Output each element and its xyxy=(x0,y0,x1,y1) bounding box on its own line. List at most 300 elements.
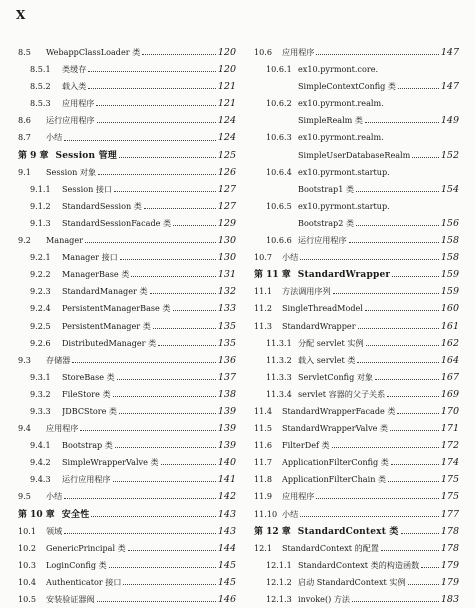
toc-entry xyxy=(254,437,459,454)
toc-entry xyxy=(18,215,236,232)
toc-entry-page: 179 xyxy=(440,576,459,588)
toc-entry-title: 小结 xyxy=(46,132,63,143)
toc-entry-number: 8.7 xyxy=(18,132,31,143)
toc-entry-number: 9.3 xyxy=(18,354,31,365)
toc-entry-number: 10.6 xyxy=(254,47,273,57)
toc-entry-number: 11.3.1 xyxy=(266,337,292,348)
toc-entry xyxy=(18,232,236,249)
toc-entry-number: 8.6 xyxy=(18,115,31,126)
toc-entry-number: 11.2 xyxy=(254,303,273,314)
toc-entry-page: 154 xyxy=(440,183,459,195)
toc-entry-title: 分配 servlet 实例 xyxy=(298,337,364,348)
toc-leader-dots xyxy=(150,287,216,294)
toc-entry-page: 139 xyxy=(217,405,236,417)
toc-leader-dots xyxy=(356,185,439,192)
toc-entry-page: 167 xyxy=(440,371,459,383)
toc-entry-page: 135 xyxy=(217,320,236,332)
toc-entry xyxy=(254,335,459,352)
toc-entry-number: 12.1.2 xyxy=(266,576,292,587)
toc-entry-title: ex10.pyrmont.startup. xyxy=(298,166,390,177)
toc-entry-number: 10.6.2 xyxy=(266,98,292,109)
toc-leader-dots xyxy=(119,407,216,414)
toc-entry-title: 运行应用程序 xyxy=(62,474,111,485)
toc-entry-page: 159 xyxy=(440,269,459,281)
toc-entry-title: JDBCStore 类 xyxy=(62,405,118,416)
toc-entry-title: ManagerBase 类 xyxy=(62,269,130,280)
toc-entry xyxy=(254,488,459,505)
toc-entry-number: 10.6.1 xyxy=(266,64,292,75)
toc-entry-number: 8.5 xyxy=(18,47,31,57)
toc-leader-dots xyxy=(88,82,216,89)
toc-entry-page: 140 xyxy=(217,457,236,469)
toc-leader-dots xyxy=(128,544,216,551)
toc-entry xyxy=(18,369,236,386)
toc-leader-dots xyxy=(358,322,439,329)
toc-entry xyxy=(18,591,236,608)
toc-leader-dots xyxy=(392,270,439,277)
toc-entry xyxy=(254,283,459,300)
toc-entry-number: 9.4.2 xyxy=(30,457,51,468)
toc-entry xyxy=(254,61,459,78)
toc-entry xyxy=(18,352,236,369)
toc-entry-title: invoke() 方法 xyxy=(298,594,351,604)
toc-leader-dots xyxy=(119,151,216,158)
toc-leader-dots xyxy=(96,99,215,106)
toc-entry-title: SimpleWrapperValve 类 xyxy=(62,457,159,468)
toc-entry-title: DistributedManager 类 xyxy=(62,337,157,348)
toc-entry-title: Bootstrap1 类 xyxy=(298,183,355,194)
toc-entry-title: StandardContext 类的构造函数 xyxy=(298,559,420,570)
toc-entry-number: 9.1.1 xyxy=(30,183,51,194)
toc-leader-dots xyxy=(366,339,439,346)
toc-entry-page: 136 xyxy=(217,354,236,366)
toc-leader-dots xyxy=(421,561,439,568)
toc-entry-number: 9.1.3 xyxy=(30,217,51,228)
toc-entry-page: 169 xyxy=(440,388,459,400)
toc-entry-number: 9.1.2 xyxy=(30,200,51,211)
toc-entry-title: Authenticator 接口 xyxy=(46,576,122,587)
toc-entry-number: 9.4 xyxy=(18,423,31,434)
toc-entry-title: 安装验证器阀 xyxy=(46,594,95,604)
toc-entry-title: ex10.pyrmont.startup. xyxy=(298,200,390,211)
toc-entry-title: Bootstrap 类 xyxy=(62,440,113,451)
toc-entry-page: 175 xyxy=(440,491,459,503)
toc-entry-page: 137 xyxy=(217,371,236,383)
toc-entry-title: SingleThreadModel xyxy=(282,303,363,314)
toc-leader-dots xyxy=(98,168,216,175)
toc-entry-page: 164 xyxy=(440,354,459,366)
toc-entry xyxy=(18,95,236,112)
toc-entry-page: 174 xyxy=(440,457,459,469)
toc-entry-title: Session 管理 xyxy=(55,150,117,161)
toc-leader-dots xyxy=(131,270,215,277)
toc-leader-dots xyxy=(85,236,216,243)
toc-column-right xyxy=(254,44,459,608)
toc-chapter-entry xyxy=(254,266,459,283)
toc-leader-dots xyxy=(173,219,216,226)
toc-entry-page: 158 xyxy=(440,252,459,264)
toc-entry-page: 178 xyxy=(440,542,459,554)
toc-entry xyxy=(18,540,236,557)
toc-entry-number: 9.5 xyxy=(18,491,31,502)
toc-entry xyxy=(18,266,236,283)
toc-entry-title: Session 接口 xyxy=(62,183,113,194)
toc-leader-dots xyxy=(97,595,216,602)
toc-entry-page: 175 xyxy=(440,474,459,486)
toc-leader-dots xyxy=(365,304,439,311)
toc-entry-number: 12.1.3 xyxy=(266,594,292,604)
toc-entry xyxy=(254,352,459,369)
toc-leader-dots xyxy=(123,578,215,585)
toc-entry xyxy=(254,506,459,523)
toc-entry-page: 146 xyxy=(217,594,236,605)
toc-entry-number: 11.9 xyxy=(254,491,273,502)
toc-entry xyxy=(18,335,236,352)
toc-entry-number: 11.8 xyxy=(254,474,273,485)
toc-entry xyxy=(254,574,459,591)
toc-leader-dots xyxy=(97,116,216,123)
toc-leader-dots xyxy=(381,544,439,551)
toc-leader-dots xyxy=(332,441,439,448)
toc-leader-dots xyxy=(356,219,439,226)
toc-entry-page: 160 xyxy=(440,303,459,315)
toc-entry-page: 135 xyxy=(217,337,236,349)
toc-entry-page: 147 xyxy=(440,47,459,58)
toc-entry xyxy=(18,471,236,488)
toc-entry-page: 149 xyxy=(440,115,459,127)
toc-entry-page: 147 xyxy=(440,81,459,93)
toc-entry xyxy=(254,147,459,164)
toc-entry-number: 10.2 xyxy=(18,542,37,553)
toc-entry-page: 178 xyxy=(440,525,459,537)
toc-entry-page: 179 xyxy=(440,559,459,571)
toc-leader-dots xyxy=(88,65,216,72)
toc-entry-title: 载入类 xyxy=(62,81,87,92)
toc-entry-title: ServletConfig 对象 xyxy=(298,371,374,382)
toc-entry-number: 9.2.4 xyxy=(30,303,51,314)
toc-entry xyxy=(254,215,459,232)
toc-leader-dots xyxy=(80,424,215,431)
toc-entry-number: 10.4 xyxy=(18,576,37,587)
toc-entry-title: Session 对象 xyxy=(46,166,97,177)
toc-leader-dots xyxy=(300,510,439,517)
toc-entry-title: StandardWrapper xyxy=(282,320,356,331)
toc-leader-dots xyxy=(64,527,216,534)
toc-entry-number: 10.5 xyxy=(18,594,37,604)
toc-chapter-entry xyxy=(18,506,236,523)
toc-leader-dots xyxy=(158,339,216,346)
toc-leader-dots xyxy=(120,253,216,260)
toc-leader-dots xyxy=(357,356,438,363)
toc-entry-number: 9.3.1 xyxy=(30,371,51,382)
page-header: X xyxy=(16,8,27,22)
toc-leader-dots xyxy=(117,373,216,380)
toc-entry xyxy=(18,403,236,420)
toc-entry-number: 9.2.1 xyxy=(30,252,51,263)
toc-entry-title: SimpleUserDatabaseRealm xyxy=(298,149,411,160)
toc-entry xyxy=(18,318,236,335)
toc-entry-number: 第 10 章 xyxy=(18,509,55,520)
toc-leader-dots xyxy=(113,475,216,482)
toc-entry-number: 11.3 xyxy=(254,320,273,331)
toc-entry xyxy=(18,488,236,505)
toc-entry-number: 10.6.5 xyxy=(266,200,292,211)
toc-leader-dots xyxy=(300,253,439,260)
toc-entry xyxy=(18,129,236,146)
toc-entry xyxy=(254,420,459,437)
toc-entry xyxy=(18,112,236,129)
toc-entry-number: 10.3 xyxy=(18,559,37,570)
toc-entry-page: 139 xyxy=(217,423,236,435)
toc-entry-number: 10.6.6 xyxy=(266,235,292,246)
toc-entry-number: 9.2 xyxy=(18,235,31,246)
toc-entry xyxy=(254,112,459,129)
toc-entry xyxy=(18,181,236,198)
toc-entry-number: 12.1 xyxy=(254,542,273,553)
toc-leader-dots xyxy=(173,304,216,311)
toc-entry-number: 9.2.3 xyxy=(30,286,51,297)
toc-entry-title: Manager 接口 xyxy=(62,252,118,263)
toc-entry-title: 运行应用程序 xyxy=(298,235,347,246)
toc-entry-page: 127 xyxy=(217,183,236,195)
toc-entry-title: SimpleContextConfig 类 xyxy=(298,81,397,92)
toc-entry-number: 11.6 xyxy=(254,440,273,451)
toc-entry xyxy=(18,386,236,403)
toc-entry-page: 126 xyxy=(217,166,236,178)
toc-entry-title: 应用程序 xyxy=(46,423,79,434)
toc-leader-dots xyxy=(91,510,215,517)
toc-entry xyxy=(254,164,459,181)
toc-entry xyxy=(254,44,459,61)
toc-entry xyxy=(18,574,236,591)
toc-entry xyxy=(254,198,459,215)
toc-leader-dots xyxy=(153,322,216,329)
toc-entry xyxy=(18,523,236,540)
toc-entry xyxy=(18,300,236,317)
toc-entry-title: StandardWrapperValve 类 xyxy=(282,423,389,434)
toc-entry xyxy=(254,181,459,198)
toc-entry xyxy=(18,164,236,181)
toc-entry-title: servlet 容器的父子关系 xyxy=(298,388,386,399)
toc-entry-number: 10.1 xyxy=(18,525,37,536)
toc-entry-page: 145 xyxy=(217,559,236,571)
toc-entry-title: StandardSessionFacade 类 xyxy=(62,217,172,228)
toc-entry-page: 130 xyxy=(217,252,236,264)
toc-entry xyxy=(254,591,459,608)
toc-entry-title: PersistentManagerBase 类 xyxy=(62,303,171,314)
toc-chapter-entry xyxy=(254,523,459,540)
toc-entry-page: 171 xyxy=(440,423,459,435)
toc-entry-number: 11.4 xyxy=(254,405,273,416)
toc-leader-dots xyxy=(352,595,439,602)
toc-entry-page: 129 xyxy=(217,217,236,229)
toc-entry xyxy=(254,540,459,557)
toc-entry xyxy=(254,403,459,420)
toc-entry-title: PersistentManager 类 xyxy=(62,320,151,331)
toc-entry-number: 8.5.3 xyxy=(30,98,51,109)
toc-entry xyxy=(18,454,236,471)
toc-entry-title: StandardWrapperFacade 类 xyxy=(282,405,396,416)
toc-entry-title: 安全性 xyxy=(61,509,90,520)
toc-entry-title: 领域 xyxy=(46,525,63,536)
toc-entry xyxy=(254,95,459,112)
toc-entry-number: 11.3.4 xyxy=(266,388,292,399)
toc-leader-dots xyxy=(316,492,438,499)
toc-entry-page: 120 xyxy=(217,64,236,76)
toc-leader-dots xyxy=(115,441,216,448)
toc-column-left xyxy=(18,44,236,608)
toc-entry-title: 运行应用程序 xyxy=(46,115,95,126)
toc-entry xyxy=(18,249,236,266)
toc-entry-page: 132 xyxy=(217,286,236,298)
toc-leader-dots xyxy=(114,185,216,192)
toc-entry-number: 11.1 xyxy=(254,286,273,297)
toc-entry-page: 158 xyxy=(440,235,459,247)
toc-entry xyxy=(18,198,236,215)
toc-entry-page: 138 xyxy=(217,388,236,400)
toc-entry-page: 121 xyxy=(217,98,236,110)
toc-entry-title: ApplicationFilterChain 类 xyxy=(282,474,387,485)
toc-entry-number: 第 11 章 xyxy=(254,270,291,281)
toc-leader-dots xyxy=(365,116,439,123)
toc-entry-title: 方法调用序列 xyxy=(282,286,331,297)
toc-leader-dots xyxy=(113,390,216,397)
toc-entry-title: StandardWrapper xyxy=(297,270,391,281)
toc-entry-title: StandardContext 的配置 xyxy=(282,542,379,553)
toc-leader-dots xyxy=(333,287,439,294)
toc-entry-title: FilterDef 类 xyxy=(282,440,330,451)
toc-entry xyxy=(254,557,459,574)
toc-entry xyxy=(254,300,459,317)
toc-entry xyxy=(18,283,236,300)
toc-entry-title: 应用程序 xyxy=(282,491,315,502)
toc-entry-number: 第 9 章 xyxy=(18,150,49,161)
toc-entry-number: 12.1.1 xyxy=(266,559,292,570)
toc-leader-dots xyxy=(64,492,216,499)
toc-entry xyxy=(254,386,459,403)
toc-entry-title: 小结 xyxy=(282,252,299,263)
toc-entry-number: 9.2.2 xyxy=(30,269,51,280)
toc-entry-number: 9.2.6 xyxy=(30,337,51,348)
toc-entry xyxy=(18,44,236,61)
toc-entry-number: 10.7 xyxy=(254,252,273,263)
toc-entry xyxy=(254,454,459,471)
toc-entry-title: ApplicationFilterConfig 类 xyxy=(282,457,389,468)
toc-entry-page: 139 xyxy=(217,440,236,452)
toc-entry-title: Bootstrap2 类 xyxy=(298,217,355,228)
toc-entry-page: 143 xyxy=(217,508,236,520)
toc-leader-dots xyxy=(142,48,216,55)
toc-entry-title: ex10.pyrmont.realm. xyxy=(298,98,384,109)
toc-leader-dots xyxy=(390,424,439,431)
toc-entry-page: 159 xyxy=(440,286,459,298)
toc-leader-dots xyxy=(144,202,216,209)
toc-entry-title: 存储器 xyxy=(46,354,71,365)
toc-entry-title: GenericPrincipal 类 xyxy=(46,542,126,553)
toc-entry-title: 小结 xyxy=(282,508,299,519)
toc-leader-dots xyxy=(387,390,439,397)
toc-chapter-entry xyxy=(18,147,236,164)
toc-entry-page: 124 xyxy=(217,115,236,127)
toc-entry-title: 应用程序 xyxy=(282,47,315,57)
toc-entry xyxy=(254,78,459,95)
toc-entry-number: 10.6.4 xyxy=(266,166,292,177)
toc-entry-title: LoginConfig 类 xyxy=(46,559,107,570)
toc-entry xyxy=(254,318,459,335)
toc-entry-page: 125 xyxy=(217,149,236,161)
toc-entry-title: SimpleRealm 类 xyxy=(298,115,364,126)
toc-entry-page: 183 xyxy=(440,594,459,605)
toc-entry xyxy=(254,471,459,488)
toc-leader-dots xyxy=(391,458,439,465)
toc-entry-number: 9.4.1 xyxy=(30,440,51,451)
toc-entry-page: 142 xyxy=(217,491,236,503)
toc-entry-number: 11.3.2 xyxy=(266,354,292,365)
toc-entry-page: 170 xyxy=(440,405,459,417)
toc-entry xyxy=(254,232,459,249)
toc-entry-title: StandardContext 类 xyxy=(297,526,399,537)
toc-leader-dots xyxy=(408,578,439,585)
toc-leader-dots xyxy=(388,475,439,482)
toc-entry-title: 类缓存 xyxy=(62,64,87,75)
toc-entry xyxy=(254,369,459,386)
toc-entry-title: 载入 servlet 类 xyxy=(298,354,356,365)
toc-entry-number: 10.6.3 xyxy=(266,132,292,143)
toc-entry xyxy=(18,557,236,574)
toc-entry-number: 9.4.3 xyxy=(30,474,51,485)
toc-entry-number: 11.5 xyxy=(254,423,273,434)
toc-leader-dots xyxy=(72,356,216,363)
toc-leader-dots xyxy=(64,134,216,141)
toc-entry-number: 11.3.3 xyxy=(266,371,292,382)
toc-entry-page: 172 xyxy=(440,440,459,452)
toc-entry xyxy=(18,437,236,454)
toc-entry-title: ex10.pyrmont.realm. xyxy=(298,132,384,143)
toc-entry xyxy=(18,78,236,95)
toc-entry-number: 9.3.2 xyxy=(30,388,51,399)
toc-leader-dots xyxy=(109,561,216,568)
toc-entry-title: 应用程序 xyxy=(62,98,95,109)
toc-entry-title: FileStore 类 xyxy=(62,388,111,399)
toc-entry-number: 11.7 xyxy=(254,457,273,468)
toc-leader-dots xyxy=(375,373,439,380)
toc-entry xyxy=(254,129,459,146)
toc-leader-dots xyxy=(397,407,438,414)
toc-entry-number: 8.5.2 xyxy=(30,81,51,92)
toc-entry-page: 120 xyxy=(217,47,236,58)
toc-entry-page: 177 xyxy=(440,508,459,520)
toc-entry-title: StandardSession 类 xyxy=(62,200,142,211)
toc-entry-page: 141 xyxy=(217,474,236,486)
toc-entry-number: 8.5.1 xyxy=(30,64,51,75)
toc-entry-page: 152 xyxy=(440,149,459,161)
toc-entry-title: StandardManager 类 xyxy=(62,286,148,297)
toc-leader-dots xyxy=(398,82,439,89)
toc-entry-number: 9.3.3 xyxy=(30,405,51,416)
toc-entry xyxy=(18,61,236,78)
toc-entry-page: 127 xyxy=(217,200,236,212)
toc-entry-title: WebappClassLoader 类 xyxy=(46,47,141,57)
toc-entry-page: 156 xyxy=(440,217,459,229)
toc-entry-title: 小结 xyxy=(46,491,63,502)
toc-entry-number: 第 12 章 xyxy=(254,526,291,537)
toc-leader-dots xyxy=(401,527,439,534)
toc-entry-page: 130 xyxy=(217,235,236,247)
toc-leader-dots xyxy=(316,48,438,55)
toc-leader-dots xyxy=(412,151,439,158)
toc-entry-title: 启动 StandardContext 实例 xyxy=(298,576,406,587)
toc-entry-page: 133 xyxy=(217,303,236,315)
